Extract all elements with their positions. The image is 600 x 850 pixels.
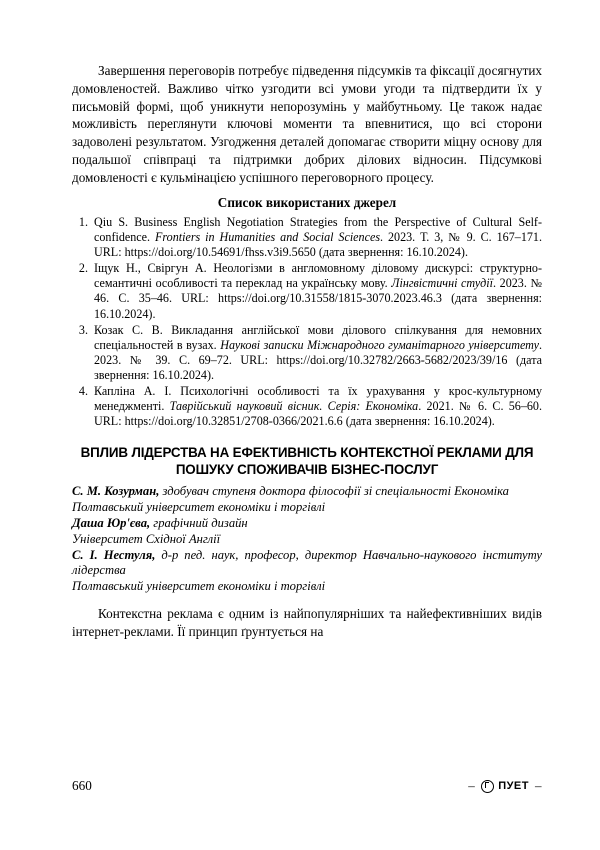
- author-affiliation: д-р пед. наук, професор, директор Навчально-наукового інституту лідерства: [72, 547, 542, 578]
- reference-text: Козак С. В. Викладання англійської мови ділового спілкування для немовних спеціальностей в вузах. Наукові записки Міжнародного гуманітарного університету. 2023. № 39. С. 69–72. URL: https://doi.org/10.32782/2663-5682/2023/39/16 (дата звернення: 16.10.2024).: [94, 322, 542, 382]
- page-footer: [72, 778, 542, 794]
- publisher-logo: [468, 778, 542, 794]
- article-title: ВПЛИВ ЛІДЕРСТВА НА ЕФЕКТИВНІСТЬ КОНТЕКСТНОЇ РЕКЛАМИ ДЛЯ ПОШУКУ СПОЖИВАЧІВ БІЗНЕС-ПОСЛУГ: [80, 444, 534, 477]
- author-affiliation: Полтавський університет економіки і торгівлі: [72, 499, 326, 514]
- author-name: С. М. Козурман,: [72, 484, 160, 499]
- puet-badge: [481, 780, 529, 793]
- reference-number: 2.: [78, 261, 88, 276]
- list-item: [72, 384, 542, 429]
- author-line: [72, 579, 542, 595]
- author-affiliation: Полтавський університет економіки і торгівлі: [72, 579, 326, 594]
- intro-paragraph: Завершення переговорів потребує підведення підсумків та фіксації досягнутих домовленостей. Важливо чітко узгодити всі умови угоди та підтвердити їх у письмовій формі, щоб уникнути непорозумінь у майбутньому. Це також надає можливість переглянути ключові моменти та впевнитися, що всі сторони задоволені результатом. Узгодження деталей допомагає створити міцну основу для подальшої співпраці та підтримки добрих ділових відносин. Підсумкові домовленості є кульмінацією успішного переговорного процесу.: [72, 63, 542, 185]
- author-line: [72, 500, 542, 516]
- reference-text: Qiu S. Business English Negotiation Strategies from the Perspective of Cultural Self-confidence. Frontiers in Humanities and Social Sciences. 2023. Т. 3, № 9. С. 167–171. URL: https://doi.org/10.54691/fhss.v3i9.5650 (дата звернення: 16.10.2024).: [94, 215, 542, 260]
- author-line: [72, 532, 542, 548]
- article-first-paragraph: Контекстна реклама є одним із найпопулярніших та найефективніших видів інтернет-реклами. Її принцип ґрунтується на: [72, 606, 542, 639]
- page-number: 660: [72, 778, 92, 793]
- list-item: [72, 261, 542, 321]
- reference-text: Іщук Н., Свіргун А. Неологізми в англомовному діловому дискурсі: структурно-семантичні особливості та переклад на українську мову. Лінгвістичні студії. 2023. № 46. С. 35–46. URL: https://doi.org/10.31558/1815-3070.2023.46.3 (дата звернення: 16.10.2024).: [94, 261, 542, 321]
- book-circle-icon: [481, 780, 494, 793]
- dash-right: –: [535, 778, 542, 793]
- author-line: [72, 548, 542, 580]
- author-affiliation: графічний дизайн: [150, 515, 248, 530]
- reference-number: 4.: [78, 383, 88, 398]
- dash-left: –: [468, 778, 476, 793]
- reference-number: 3.: [78, 322, 88, 337]
- author-line: [72, 516, 542, 532]
- author-affiliation: Університет Східної Англії: [72, 531, 221, 546]
- author-name: С. І. Нестуля,: [72, 547, 156, 562]
- authors-block: [72, 484, 542, 595]
- author-name: Даша Юр'єва,: [72, 515, 151, 530]
- author-line: [72, 484, 542, 500]
- author-affiliation: здобувач ступеня доктора філософії зі спеціальності Економіка: [159, 484, 509, 499]
- list-item: [72, 323, 542, 383]
- reference-number: 1.: [78, 215, 88, 230]
- references-heading: Список використаних джерел: [217, 195, 397, 211]
- references-list: [72, 215, 542, 429]
- list-item: [72, 215, 542, 260]
- logo-text: ПУЕТ: [498, 780, 529, 792]
- reference-text: Капліна А. І. Психологічні особливості та їх урахування у крос-культурному менеджменті. Таврійський науковий вісник. Серія: Економіка. 2021. № 6. С. 56–60. URL: https://doi.org/10.32851/2708-0366/2021.6.6 (дата звернення: 16.10.2024).: [94, 383, 543, 428]
